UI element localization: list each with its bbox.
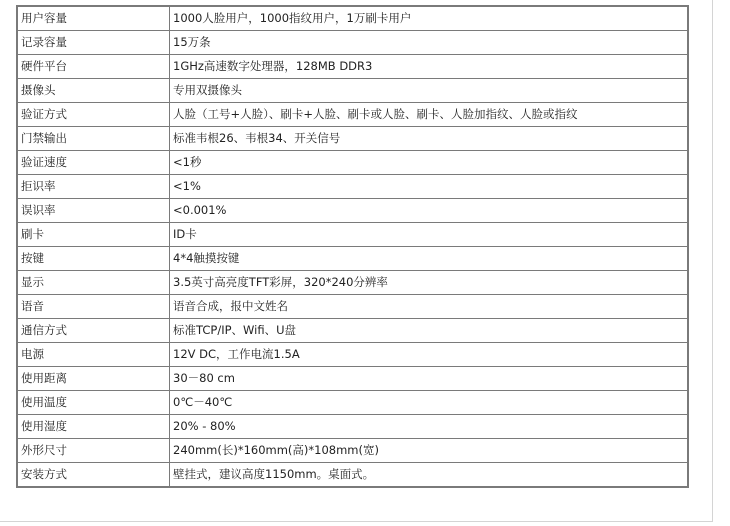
spec-label: 使用湿度 — [18, 415, 169, 438]
table-row — [18, 439, 687, 462]
spec-value: 1000人脸用户，1000指纹用户，1万刷卡用户 — [170, 7, 687, 30]
spec-label: 显示 — [18, 271, 169, 294]
spec-value: 语音合成，报中文姓名 — [170, 295, 687, 318]
table-row — [18, 415, 687, 438]
spec-value: 标准韦根26、韦根34、开关信号 — [170, 127, 687, 150]
table-row — [18, 247, 687, 270]
spec-value: ID卡 — [170, 223, 687, 246]
spec-label: 记录容量 — [18, 31, 169, 54]
table-row — [18, 391, 687, 414]
spec-value: 壁挂式，建议高度1150mm。桌面式。 — [170, 463, 687, 486]
table-row — [18, 103, 687, 126]
spec-label: 误识率 — [18, 199, 169, 222]
table-row — [18, 55, 687, 78]
spec-label: 使用距离 — [18, 367, 169, 390]
spec-label: 安装方式 — [18, 463, 169, 486]
spec-label: 按键 — [18, 247, 169, 270]
spec-label: 电源 — [18, 343, 169, 366]
table-row — [18, 295, 687, 318]
spec-label: 刷卡 — [18, 223, 169, 246]
spec-label: 拒识率 — [18, 175, 169, 198]
table-row — [18, 127, 687, 150]
table-row — [18, 463, 687, 486]
spec-value: 专用双摄像头 — [170, 79, 687, 102]
spec-value: 30－80 cm — [170, 367, 687, 390]
spec-label: 验证方式 — [18, 103, 169, 126]
table-row — [18, 175, 687, 198]
spec-value: 4*4触摸按键 — [170, 247, 687, 270]
spec-value: 12V DC，工作电流1.5A — [170, 343, 687, 366]
spec-label: 门禁输出 — [18, 127, 169, 150]
table-row — [18, 271, 687, 294]
spec-value: 15万条 — [170, 31, 687, 54]
spec-label: 语音 — [18, 295, 169, 318]
table-row — [18, 79, 687, 102]
spec-label: 通信方式 — [18, 319, 169, 342]
spec-value: 人脸（工号+人脸）、刷卡+人脸、刷卡或人脸、刷卡、人脸加指纹、人脸或指纹 — [170, 103, 687, 126]
spec-label: 使用温度 — [18, 391, 169, 414]
spec-value: 标准TCP/IP、Wifi、U盘 — [170, 319, 687, 342]
table-row — [18, 223, 687, 246]
table-row — [18, 31, 687, 54]
spec-value: <1秒 — [170, 151, 687, 174]
table-row — [18, 343, 687, 366]
table-row — [18, 7, 687, 30]
table-row — [18, 319, 687, 342]
table-row — [18, 199, 687, 222]
spec-label: 外形尺寸 — [18, 439, 169, 462]
spec-label: 用户容量 — [18, 7, 169, 30]
spec-value: 0℃－40℃ — [170, 391, 687, 414]
spec-value: 20% - 80% — [170, 415, 687, 438]
spec-label: 验证速度 — [18, 151, 169, 174]
spec-label: 硬件平台 — [18, 55, 169, 78]
spec-label: 摄像头 — [18, 79, 169, 102]
spec-table — [16, 5, 689, 488]
spec-value: 3.5英寸高亮度TFT彩屏，320*240分辨率 — [170, 271, 687, 294]
spec-value: <1% — [170, 175, 687, 198]
spec-value: 240mm(长)*160mm(高)*108mm(宽) — [170, 439, 687, 462]
table-row — [18, 367, 687, 390]
spec-value: 1GHz高速数字处理器，128MB DDR3 — [170, 55, 687, 78]
spec-value: <0.001% — [170, 199, 687, 222]
table-row — [18, 151, 687, 174]
